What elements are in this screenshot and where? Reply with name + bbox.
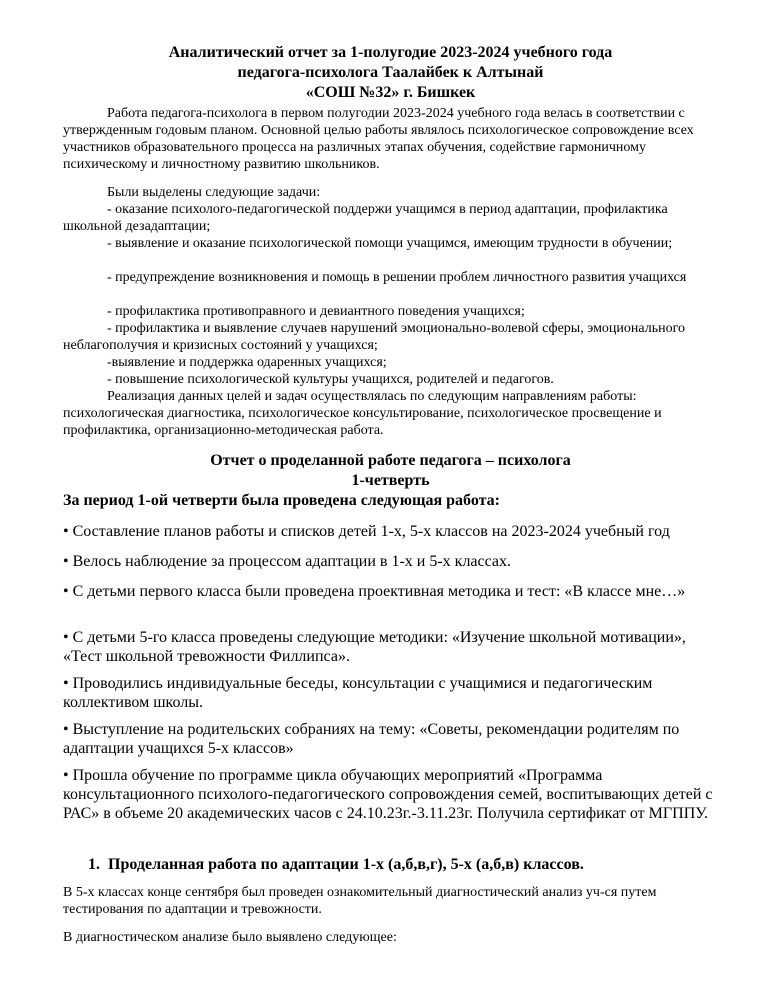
report-bullet: • Проводились индивидуальные беседы, консультации с учащимися и педагогическим коллективом школы.	[63, 675, 653, 711]
quarter-heading: 1-четверть	[351, 472, 430, 489]
section-1-title: Проделанная работа по адаптации 1-х (а,б,в,г), 5-х (а,б,в) классов.	[108, 856, 584, 873]
realization-paragraph: Реализация данных целей и задач осуществлялась по следующим направлениям работы: психологическая диагностика, психологическое консультирование, психологическое просвещение и профилактика, организационно-методическая работа.	[63, 389, 662, 438]
task-item: - повышение психологической культуры учащихся, родителей и педагогов.	[107, 372, 554, 387]
report-bullet: • Составление планов работы и списков детей 1-х, 5-х классов на 2023-2024 учебный год	[63, 523, 670, 540]
section-1-number: 1.	[88, 856, 100, 873]
section-1-heading	[88, 855, 728, 874]
report-bullet: • С детьми 5-го класса проведены следующие методики: «Изучение школьной мотивации», «Тест школьной тревожности Филлипса».	[63, 629, 686, 665]
report-bullet: • Велось наблюдение за процессом адаптации в 1-х и 5-х классах.	[63, 553, 512, 570]
task-item: - выявление и оказание психологической помощи учащимся, имеющим трудности в обучении;	[107, 236, 673, 251]
task-item: - профилактика и выявление случаев нарушений эмоционально-волевой сферы, эмоционального неблагополучия и кризисных состояний у учащихся;	[63, 321, 686, 353]
title-line-1: Аналитический отчет за 1-полугодие 2023-2024 учебного года	[168, 44, 613, 61]
section-1-paragraph: В 5-х классах конце сентября был проведен ознакомительный диагностический анализ уч-ся путем тестирования по адаптации и тревожности.	[63, 885, 657, 917]
report-bullet: • С детьми первого класса были проведена проективная методика и тест: «В классе мне…»	[63, 583, 686, 600]
task-item: - оказание психолого-педагогической поддержи учащимся в период адаптации, профилактика школьной дезадаптации;	[63, 202, 668, 234]
section-1-paragraph: В диагностическом анализе было выявлено следующее:	[63, 930, 397, 945]
intro-paragraph: Работа педагога-психолога в первом полугодии 2023-2024 учебного года велась в соответствии с утвержденным годовым планом. Основной целью работы являлось психологическое сопровождение всех участников образовательного процесса на различных этапах обучения, содействие гармоничному психическому и личностному развитию школьников.	[63, 106, 694, 172]
report-heading: Отчет о проделанной работе педагога – психолога	[210, 452, 571, 469]
title-line-3: «СОШ №32» г. Бишкек	[305, 84, 476, 101]
task-item: - предупреждение возникновения и помощь в решении проблем личностного развития учащихся	[107, 270, 687, 285]
task-item: - профилактика противоправного и девиантного поведения учащихся;	[107, 304, 525, 319]
report-bullet: • Выступление на родительских собраниях на тему: «Советы, рекомендации родителям по адаптации учащихся 5-х классов»	[63, 721, 680, 757]
tasks-heading: Были выделены следующие задачи:	[107, 185, 321, 200]
report-bullet: • Прошла обучение по программе цикла обучающих мероприятий «Программа консультационного психолого-педагогического сопровождения семей, воспитывающих детей с РАС» в объеме 20 академических часов с 24.10.23г.-3.11.23г. Получила сертификат от МГППУ.	[63, 767, 713, 822]
period-heading: За период 1-ой четверти была проведена следующая работа:	[63, 492, 500, 509]
task-item: -выявление и поддержка одаренных учащихся;	[107, 355, 387, 370]
title-line-2: педагога-психолога Таалайбек к Алтынай	[237, 64, 544, 81]
